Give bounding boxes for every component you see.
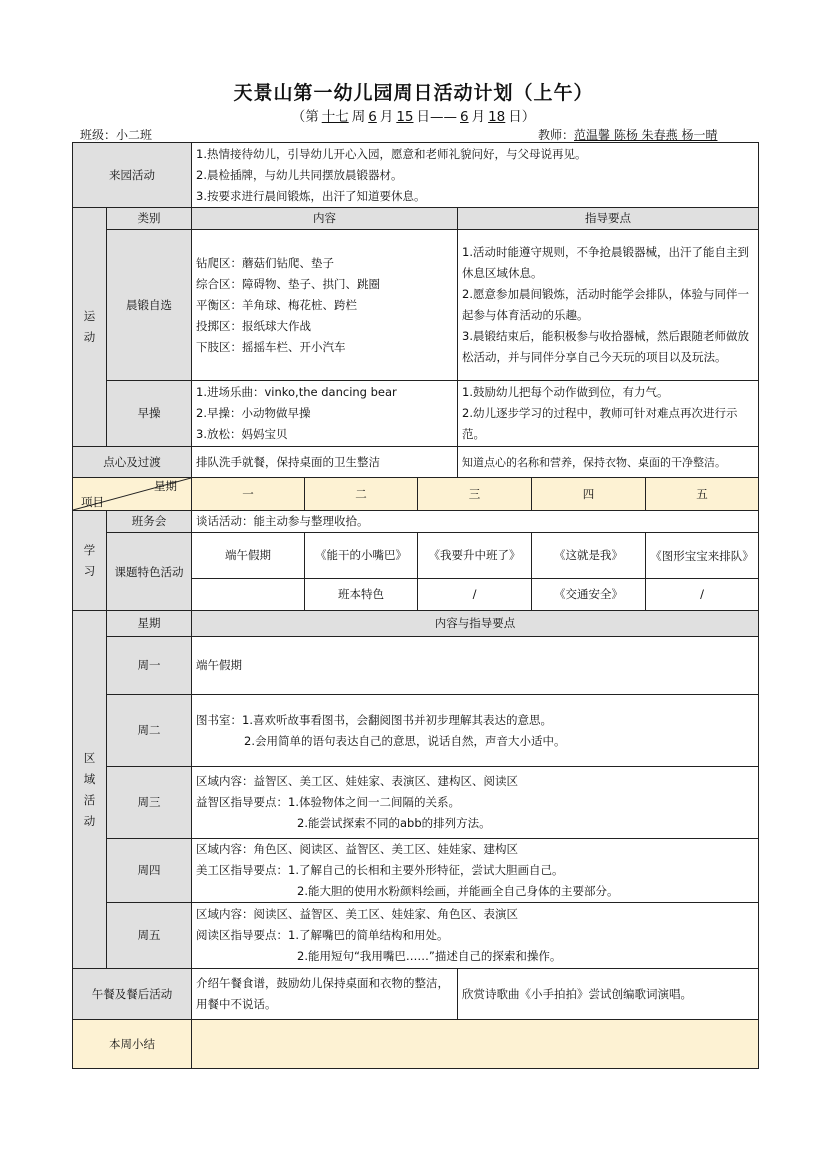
area-line: 2.能尝试探索不同的abb的排列方法。 [297,816,491,830]
exercise-label-char: 动 [83,330,96,344]
subtitle-text: 周 [351,109,366,125]
arrival-line: 3.按要求进行晨间锻炼，出汗了知道要休息。 [196,188,426,203]
area-label-char: 活 [83,792,96,807]
area-line: 区域内容：阅读区、益智区、美工区、娃娃家、角色区、表演区 [196,907,518,921]
week-number: 十七 [321,109,349,125]
area-label-char: 域 [83,771,96,786]
snack-label: 点心及过渡 [73,447,192,478]
guidance-line: 2.愿意参加晨间锻炼，活动时能学会排队，体验与同伴一起参与体育活动的乐趣。 [462,287,749,322]
area-line: 区域内容：角色区、阅读区、益智区、美工区、娃娃家、建构区 [196,842,518,856]
morning-free-label: 晨锻自选 [107,230,192,381]
area-row-fri [73,903,759,969]
theme2-thu: 《交通安全》 [532,579,646,611]
area-row-thu [73,839,759,903]
teacher-label: 教师： [538,128,575,142]
area-line: 2.能大胆的使用水粉颜料绘画，并能画全自己身体的主要部分。 [297,884,619,898]
end-month: 6 [460,109,469,125]
lunch-row [73,969,759,1020]
class-label: 班级： [80,128,117,142]
area-content-fri [192,903,759,969]
area-line: 阅读区指导要点：1.了解嘴巴的简单结构和用处。 [196,928,449,942]
exercise-label-char: 运 [83,309,96,323]
weekday-tue: 二 [305,478,418,511]
teacher-info [538,126,717,143]
corner-weekday-label: 星期 [154,479,177,493]
area-day-mon: 周一 [107,637,192,695]
start-month: 6 [368,109,377,125]
area-label-char: 动 [83,813,96,828]
learning-label-char: 学 [83,542,96,557]
morning-free-guidance [458,230,759,381]
content-line: 下肢区：摇摇车栏、开小汽车 [196,339,346,354]
theme-wed: 《我要升中班了》 [418,533,532,579]
weekday-mon: 一 [192,478,305,511]
learning-label-char: 习 [83,563,96,578]
lunch-right: 欣赏诗歌曲《小手拍拍》尝试创编歌词演唱。 [458,969,759,1020]
subtitle-text: 日—— [416,109,457,125]
theme2-mon [192,579,305,611]
class-meeting-row [73,511,759,533]
exercise-section-label [73,208,107,447]
lunch-label: 午餐及餐后活动 [73,969,192,1020]
learning-section-label [73,511,107,611]
content-line: 投掷区：报纸球大作战 [196,318,311,333]
content-line: 1.进场乐曲：vinko,the dancing bear [196,385,397,399]
page-title: 天景山第一幼儿园周日活动计划（上午） [233,82,594,104]
exercise-header-row [73,208,759,230]
area-day-wed: 周三 [107,767,192,839]
area-line: 区域内容：益智区、美工区、娃娃家、表演区、建构区、阅读区 [196,774,518,788]
arrival-line: 1.热情接待幼儿，引导幼儿开心入园，愿意和老师礼貌问好，与父母说再见。 [196,146,587,161]
weekday-wed: 三 [418,478,532,511]
guidance-line: 1.活动时能遵守规则，不争抢晨锻器械，出汗了能自主到休息区域休息。 [462,245,749,280]
content-line: 3.放松：妈妈宝贝 [196,427,288,441]
weekday-fri: 五 [646,478,759,511]
theme2-wed: / [418,579,532,611]
area-line: 益智区指导要点：1.体验物体之间一二间隔的关系。 [196,795,460,809]
morning-exercise-content [192,381,458,447]
weekday-header-row [73,478,759,511]
snack-left: 排队洗手就餐，保持桌面的卫生整洁 [192,447,458,478]
morning-exercise-guidance [458,381,759,447]
area-content-thu [192,839,759,903]
guidance-line: 1.鼓励幼儿把每个动作做到位，有力气。 [462,385,669,399]
area-content-header: 内容与指导要点 [192,611,759,637]
weekly-plan-table [72,142,759,1069]
area-content-mon [192,637,759,695]
snack-row [73,447,759,478]
content-header: 内容 [192,208,458,230]
date-range [0,105,827,125]
area-content-wed [192,767,759,839]
area-header-row [73,611,759,637]
arrival-label: 来园活动 [73,143,192,208]
guidance-line: 3.晨锻结束后，能积极参与收拾器械，然后跟随老师做放松活动，并与同伴分享自己今天玩的项目以及玩法。 [462,329,749,364]
theme2-tue: 班本特色 [305,579,418,611]
arrival-content [192,143,759,208]
area-line: 美工区指导要点：1.了解自己的长相和主要外形特征，尝试大胆画自己。 [196,863,564,877]
subtitle-text: （第 [291,109,319,125]
area-line: 2.能用短句“我用嘴巴……”描述自己的探索和操作。 [297,949,562,963]
arrival-line: 2.晨检插牌，与幼儿共同摆放晨锻器材。 [196,167,403,182]
subtitle-text: 日） [508,109,536,125]
snack-right: 知道点心的名称和营养，保持衣物、桌面的干净整洁。 [458,447,759,478]
area-content-tue [192,695,759,767]
arrival-row [73,143,759,208]
theme-fri: 《图形宝宝来排队》 [646,533,759,579]
class-info [80,126,216,143]
theme2-fri: / [646,579,759,611]
area-day-tue: 周二 [107,695,192,767]
guidance-line: 2.幼儿逐步学习的过程中，教师可针对难点再次进行示范。 [462,406,738,441]
area-row-mon [73,637,759,695]
theme-mon: 端午假期 [192,533,305,579]
area-line: 端午假期 [196,658,242,672]
morning-exercise-label: 早操 [107,381,192,447]
theme-tue: 《能干的小嘴巴》 [305,533,418,579]
theme-label: 课题特色活动 [107,533,192,611]
area-label-char: 区 [83,750,96,765]
class-meeting-text: 谈话活动：能主动参与整理收拾。 [192,511,759,533]
area-day-header: 星期 [107,611,192,637]
area-row-tue [73,695,759,767]
area-row-wed [73,767,759,839]
area-line: 图书室：1.喜欢听故事看图书，会翻阅图书并初步理解其表达的意思。 [196,712,552,727]
lunch-left: 介绍午餐食谱，鼓励幼儿保持桌面和衣物的整洁，用餐中不说话。 [192,969,458,1020]
morning-exercise-row [73,381,759,447]
teacher-value: 范温馨 陈杨 朱春燕 杨一晴 [574,128,718,142]
content-line: 钻爬区：蘑菇们钻爬、垫子 [196,255,334,270]
area-line: 2.会用简单的语句表达自己的意思，说话自然，声音大小适中。 [244,733,566,748]
category-header: 类别 [107,208,192,230]
subtitle-text: 月 [379,109,394,125]
content-line: 综合区：障碍物、垫子、拱门、跳圈 [196,276,380,291]
subtitle-text: 月 [471,109,486,125]
area-day-thu: 周四 [107,839,192,903]
end-day: 18 [488,109,506,125]
morning-free-row [73,230,759,381]
theme-thu: 《这就是我》 [532,533,646,579]
start-day: 15 [396,109,414,125]
area-section-label [73,611,107,969]
morning-free-content [192,230,458,381]
weekday-corner [73,478,192,511]
summary-row [73,1020,759,1069]
weekday-thu: 四 [532,478,646,511]
corner-item-label: 项目 [81,495,104,509]
content-line: 2.早操：小动物做早操 [196,406,311,420]
area-day-fri: 周五 [107,903,192,969]
summary-label: 本周小结 [73,1020,192,1069]
content-line: 平衡区：羊角球、梅花桩、跨栏 [196,297,357,312]
summary-content[interactable] [192,1020,759,1069]
class-meeting-label: 班务会 [107,511,192,533]
guidance-header: 指导要点 [458,208,759,230]
theme-row-1 [73,533,759,579]
class-value: 小二班 [116,128,216,143]
